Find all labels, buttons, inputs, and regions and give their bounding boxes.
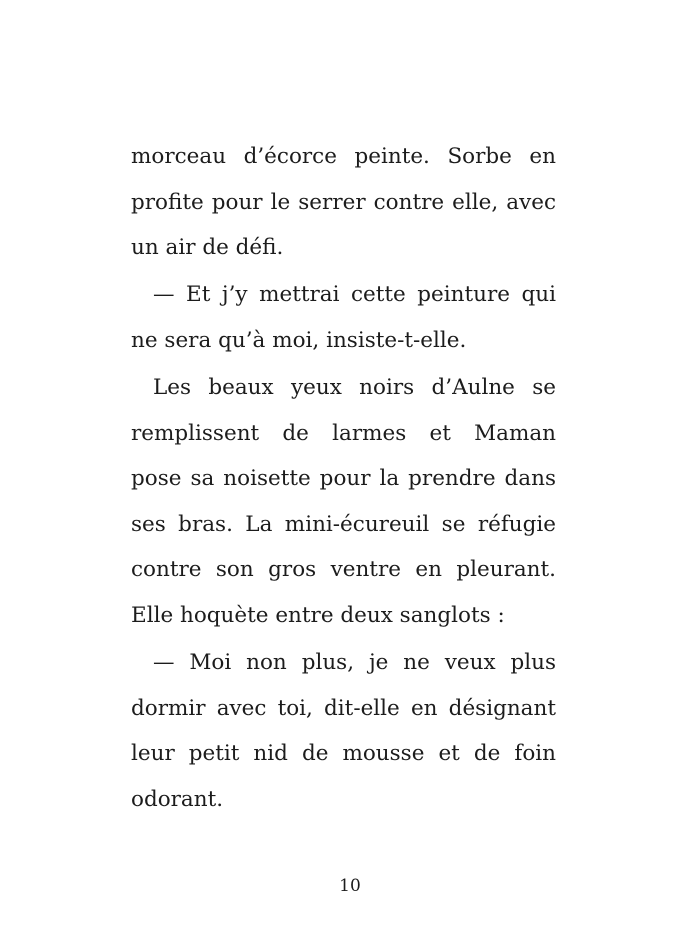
text-line: leur petit nid de mousse et de foin — [131, 741, 556, 767]
paragraph-1 — [131, 134, 556, 271]
paragraph-3 — [131, 365, 556, 639]
paragraph-4-dialogue — [131, 640, 556, 822]
page-number: 10 — [339, 876, 361, 896]
text-line: ne sera qu’à moi, insiste-t-elle. — [131, 327, 467, 353]
text-line: dormir avec toi, dit-elle en désignant — [131, 695, 556, 721]
text-line: — Et j’y mettrai cette peinture qui — [153, 282, 556, 308]
text-line: Elle hoquète entre deux sanglots : — [131, 602, 505, 628]
text-line: odorant. — [131, 786, 224, 812]
text-line: contre son gros ventre en pleurant. — [131, 557, 556, 583]
text-line: ses bras. La mini-écureuil se réfugie — [131, 511, 556, 537]
body-text — [131, 134, 556, 822]
text-line: Les beaux yeux noirs d’Aulne se — [153, 374, 556, 400]
text-line: — Moi non plus, je ne veux plus — [153, 650, 556, 676]
text-line: profite pour le serrer contre elle, avec — [131, 189, 556, 215]
paragraph-2-dialogue — [131, 272, 556, 363]
text-line: remplissent de larmes et Maman — [131, 420, 556, 446]
text-line: un air de défi. — [131, 235, 284, 261]
text-line: pose sa noisette pour la prendre dans — [131, 466, 556, 492]
text-line: morceau d’écorce peinte. Sorbe en — [131, 144, 556, 169]
